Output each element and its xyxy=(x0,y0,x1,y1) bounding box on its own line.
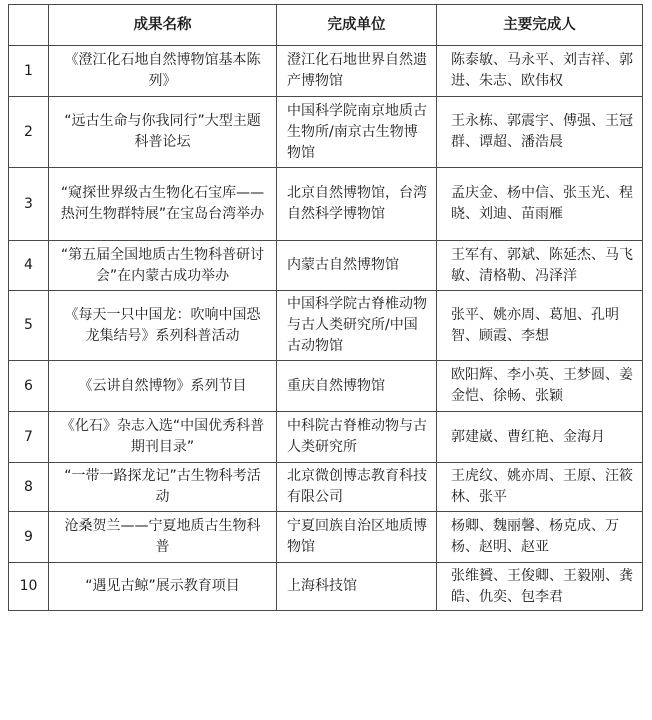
main-contributors: 孟庆金、杨中信、张玉光、程晓、刘迪、苗雨雁 xyxy=(437,168,643,241)
table-row xyxy=(9,168,643,241)
main-contributors: 欧阳辉、李小英、王梦圆、姜金恺、徐畅、张颖 xyxy=(437,361,643,412)
achievement-name: “遇见古鲸”展示教育项目 xyxy=(49,563,277,611)
completing-unit: 中科院古脊椎动物与古人类研究所 xyxy=(277,412,437,463)
awards-table xyxy=(8,4,643,611)
table-row xyxy=(9,412,643,463)
row-number: 5 xyxy=(9,291,49,361)
table-row xyxy=(9,46,643,97)
completing-unit: 北京自然博物馆，台湾自然科学博物馆 xyxy=(277,168,437,241)
completing-unit: 宁夏回族自治区地质博物馆 xyxy=(277,512,437,563)
table-row xyxy=(9,291,643,361)
achievement-name: “一带一路探龙记”古生物科考活动 xyxy=(49,463,277,512)
table-row xyxy=(9,97,643,168)
row-number: 4 xyxy=(9,241,49,291)
main-contributors: 杨卿、魏丽馨、杨克成、万杨、赵明、赵亚 xyxy=(437,512,643,563)
completing-unit: 重庆自然博物馆 xyxy=(277,361,437,412)
completing-unit: 内蒙古自然博物馆 xyxy=(277,241,437,291)
main-contributors: 郭建崴、曹红艳、金海月 xyxy=(437,412,643,463)
achievement-name: 《每天一只中国龙：吹响中国恐龙集结号》系列科普活动 xyxy=(49,291,277,361)
table-row xyxy=(9,361,643,412)
table-row xyxy=(9,512,643,563)
completing-unit: 中国科学院古脊椎动物与古人类研究所/中国古动物馆 xyxy=(277,291,437,361)
row-number: 1 xyxy=(9,46,49,97)
table-row xyxy=(9,241,643,291)
main-contributors: 王军有、郭斌、陈延杰、马飞敏、清格勒、冯泽洋 xyxy=(437,241,643,291)
row-number: 6 xyxy=(9,361,49,412)
row-number: 9 xyxy=(9,512,49,563)
header-main-contributors: 主要完成人 xyxy=(437,5,643,46)
achievement-name: “第五届全国地质古生物科普研讨会”在内蒙古成功举办 xyxy=(49,241,277,291)
achievement-name: 《云讲自然博物》系列节目 xyxy=(49,361,277,412)
table-row xyxy=(9,463,643,512)
achievement-name: 沧桑贺兰——宁夏地质古生物科普 xyxy=(49,512,277,563)
main-contributors: 张维贇、王俊卿、王毅刚、龚皓、仇奕、包李君 xyxy=(437,563,643,611)
header-completing-unit: 完成单位 xyxy=(277,5,437,46)
achievement-name: 《化石》杂志入选“中国优秀科普期刊目录” xyxy=(49,412,277,463)
achievement-name: 《澄江化石地自然博物馆基本陈列》 xyxy=(49,46,277,97)
achievement-name: “窥探世界级古生物化石宝库——热河生物群特展”在宝岛台湾举办 xyxy=(49,168,277,241)
row-number: 2 xyxy=(9,97,49,168)
completing-unit: 北京微创博志教育科技有限公司 xyxy=(277,463,437,512)
main-contributors: 张平、姚亦周、葛旭、孔明智、顾霞、李想 xyxy=(437,291,643,361)
table-header-row xyxy=(9,5,643,46)
main-contributors: 陈泰敏、马永平、刘吉祥、郭进、朱志、欧伟权 xyxy=(437,46,643,97)
main-contributors: 王永栋、郭震宇、傅强、王冠群、谭超、潘浩晨 xyxy=(437,97,643,168)
header-no xyxy=(9,5,49,46)
main-contributors: 王虎纹、姚亦周、王原、汪筱林、张平 xyxy=(437,463,643,512)
completing-unit: 中国科学院南京地质古生物所/南京古生物博物馆 xyxy=(277,97,437,168)
completing-unit: 澄江化石地世界自然遗产博物馆 xyxy=(277,46,437,97)
row-number: 8 xyxy=(9,463,49,512)
row-number: 7 xyxy=(9,412,49,463)
header-achievement-name: 成果名称 xyxy=(49,5,277,46)
achievement-name: “远古生命与你我同行”大型主题科普论坛 xyxy=(49,97,277,168)
table-row xyxy=(9,563,643,611)
row-number: 10 xyxy=(9,563,49,611)
completing-unit: 上海科技馆 xyxy=(277,563,437,611)
row-number: 3 xyxy=(9,168,49,241)
